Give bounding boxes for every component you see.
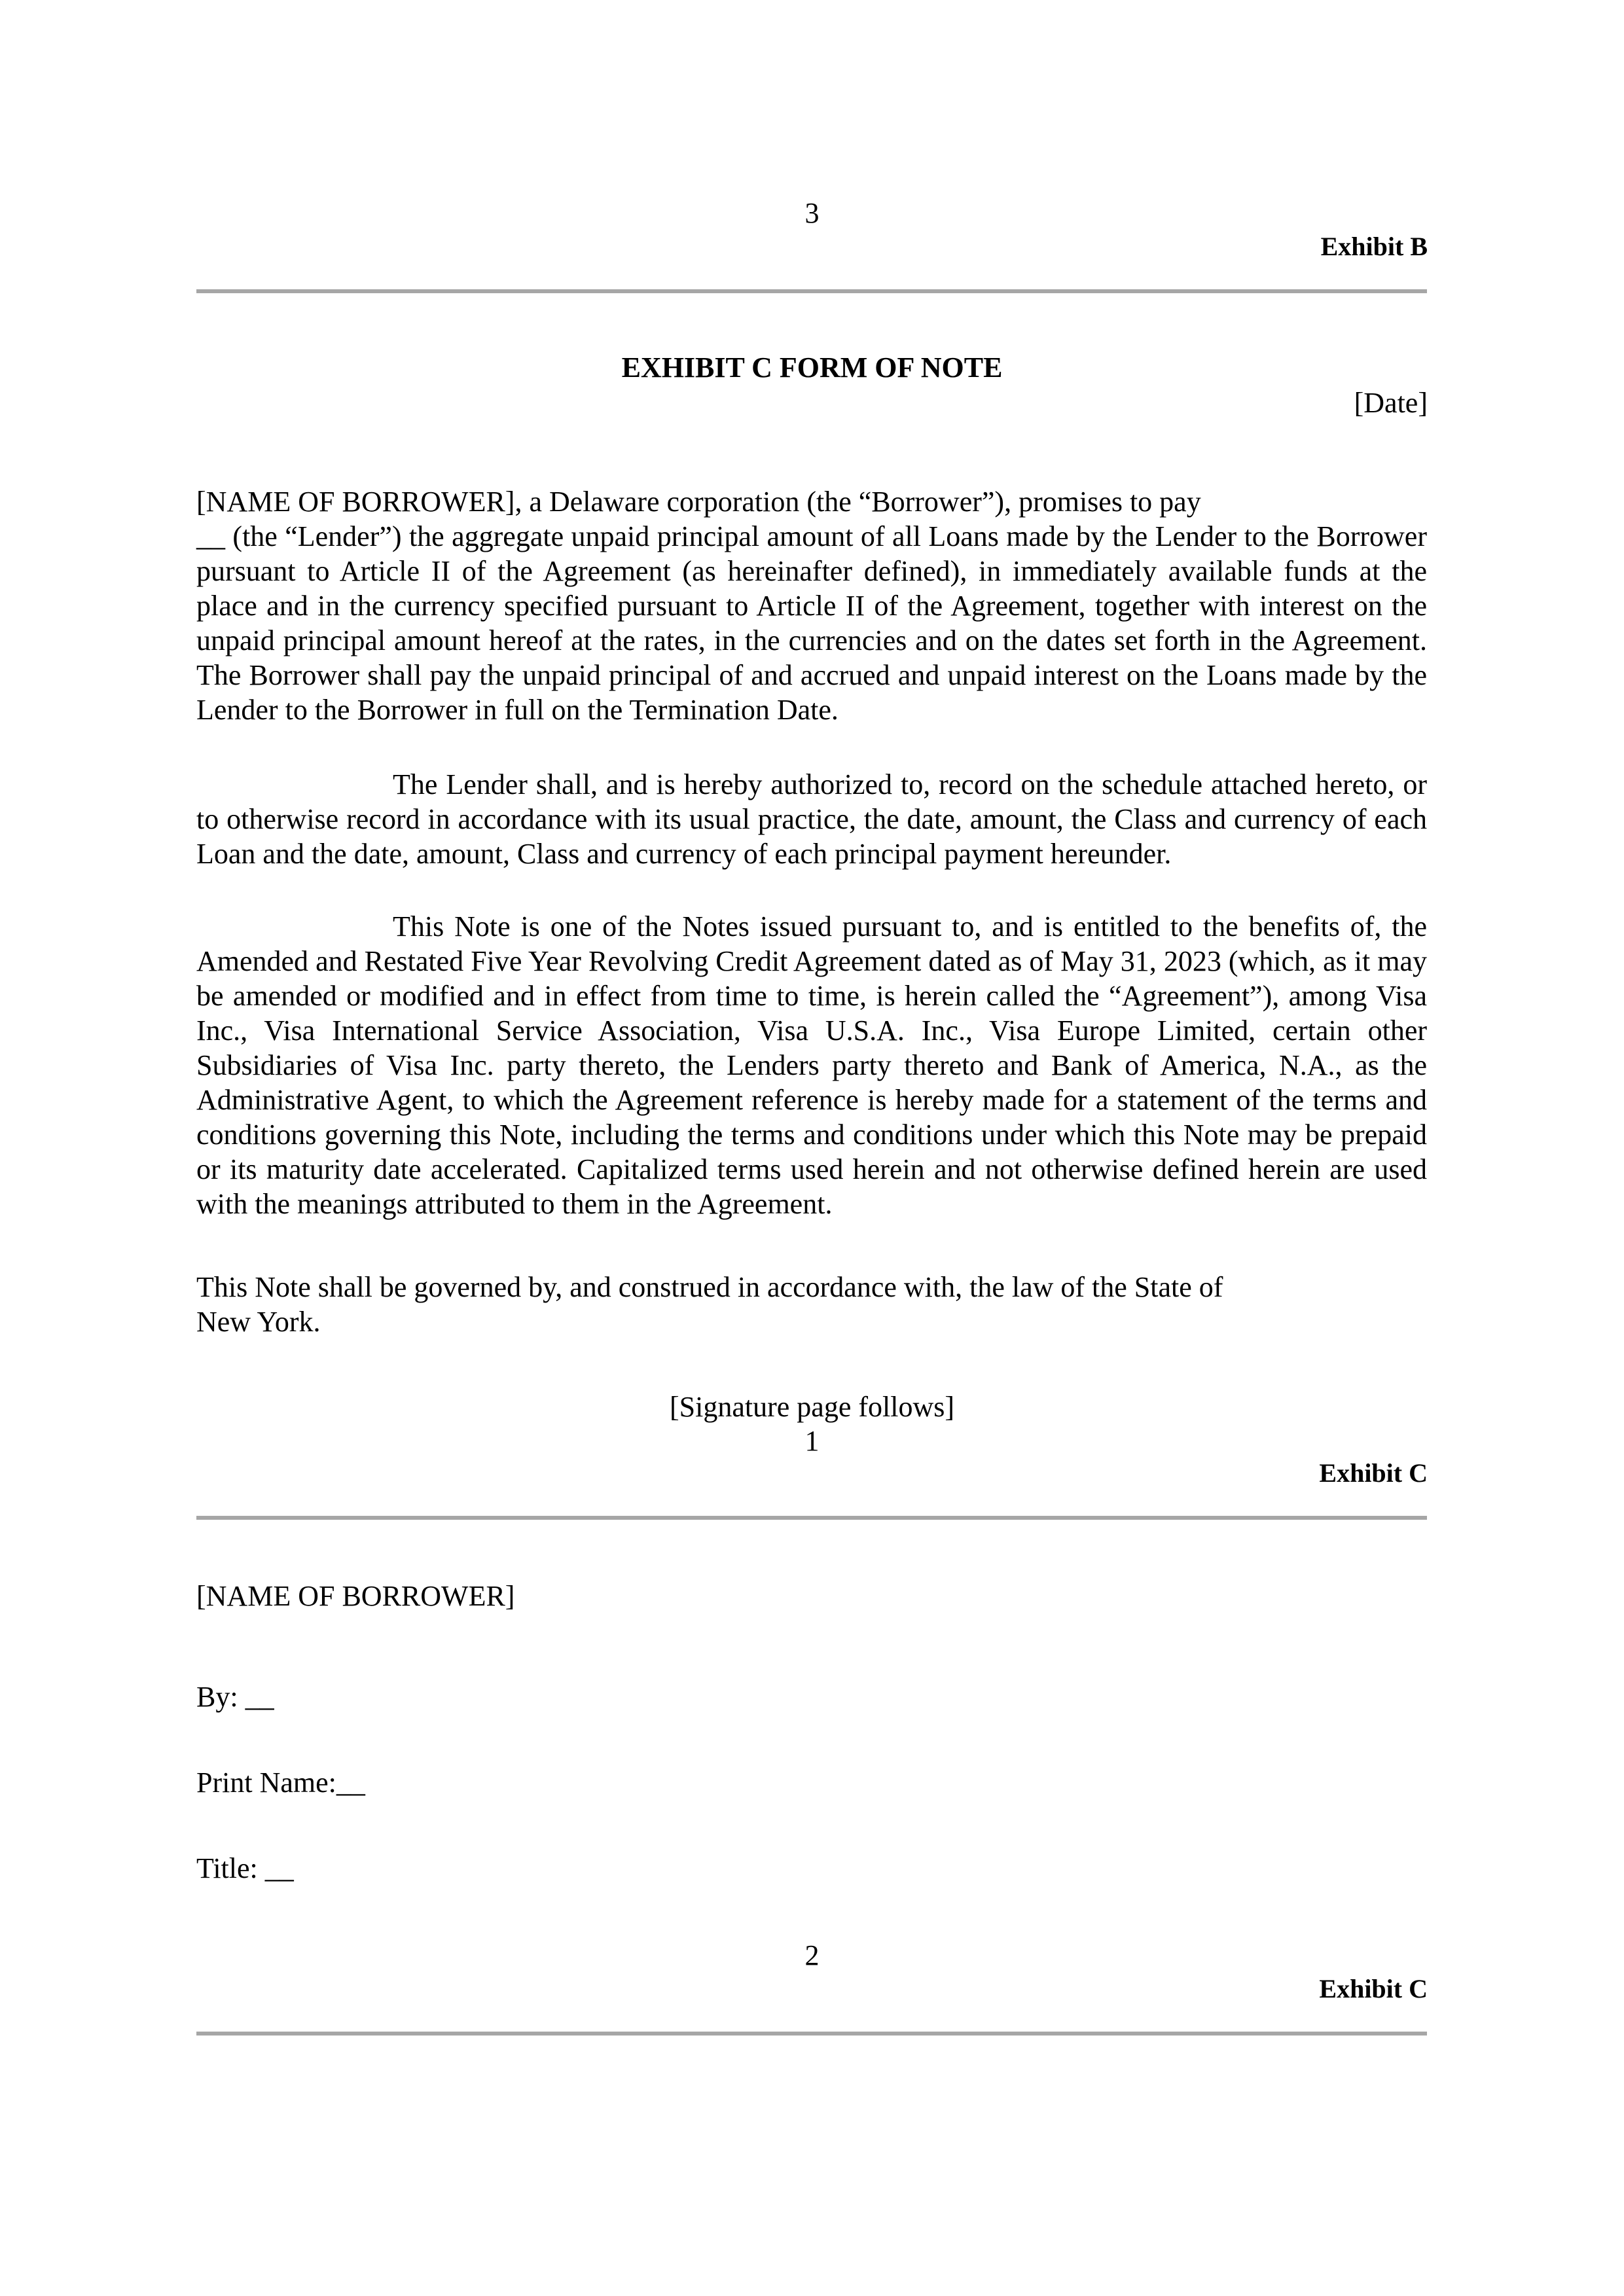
paragraph-1-body: __ (the “Lender”) the aggregate unpaid principal amount of all Loans made by the Lender to the Borrower pursuant to Article II of the Agreement (as hereinafter defined), in immediately available funds at the place and in the currency specified pursuant to Article II of the Agreement, together with interest on the unpaid principal amount hereof at the rates, in the currencies and on the dates set forth in the Agreement. The Borrower shall pay the unpaid principal of and accrued and unpaid interest on the Loans made by the Lender to the Borrower in full on the Termination Date. bbox=[196, 520, 1427, 726]
paragraph-4-line-1: This Note shall be governed by, and construed in accordance with, the law of the State of bbox=[196, 1271, 1223, 1303]
page-number: 1 bbox=[804, 1425, 820, 1457]
exhibit-label: Exhibit B bbox=[1320, 232, 1428, 261]
page-number: 2 bbox=[804, 1939, 820, 1971]
paragraph-1-first-line: [NAME OF BORROWER], a Delaware corporation (the “Borrower”), promises to pay bbox=[196, 486, 1201, 518]
divider-rule bbox=[196, 2032, 1427, 2036]
divider-rule bbox=[196, 1516, 1427, 1520]
exhibit-label: Exhibit C bbox=[1319, 1458, 1428, 1488]
by-line: By: __ bbox=[196, 1681, 274, 1713]
exhibit-label: Exhibit C bbox=[1319, 1974, 1428, 2003]
borrower-name: [NAME OF BORROWER] bbox=[196, 1580, 515, 1612]
date-placeholder: [Date] bbox=[1354, 387, 1428, 419]
title-line: Title: __ bbox=[196, 1852, 294, 1884]
divider-rule bbox=[196, 289, 1427, 293]
paragraph-3: This Note is one of the Notes issued pursuant to, and is entitled to the benefits of, the Amended and Restated Five Year Revolving Credit Agreement dated as of May 31, 2023 (which, as it may be amended or modified and in effect from time to time, is herein called the “Agreement”), among Visa Inc., Visa International Service Association, Visa U.S.A. Inc., Visa Europe Limited, certain other Subsidiaries of Visa Inc. party thereto, the Lenders party thereto and Bank of America, N.A., as the Administrative Agent, to which the Agreement reference is hereby made for a statement of the terms and conditions governing this Note, including the terms and conditions under which this Note may be prepaid or its maturity date accelerated. Capitalized terms used herein and not otherwise defined herein are used with the meanings attributed to them in the Agreement. bbox=[196, 910, 1427, 1220]
paragraph-2: The Lender shall, and is hereby authorized to, record on the schedule attached hereto, or to otherwise record in accordance with its usual practice, the date, amount, the Class and currency of each Loan and the date, amount, Class and currency of each principal payment hereunder. bbox=[196, 768, 1427, 870]
paragraph-4-line-2: New York. bbox=[196, 1306, 321, 1338]
page-number: 3 bbox=[804, 197, 820, 229]
document-title: EXHIBIT C FORM OF NOTE bbox=[621, 351, 1003, 384]
print-name-line: Print Name:__ bbox=[196, 1767, 365, 1799]
signature-page-note: [Signature page follows] bbox=[670, 1391, 954, 1423]
